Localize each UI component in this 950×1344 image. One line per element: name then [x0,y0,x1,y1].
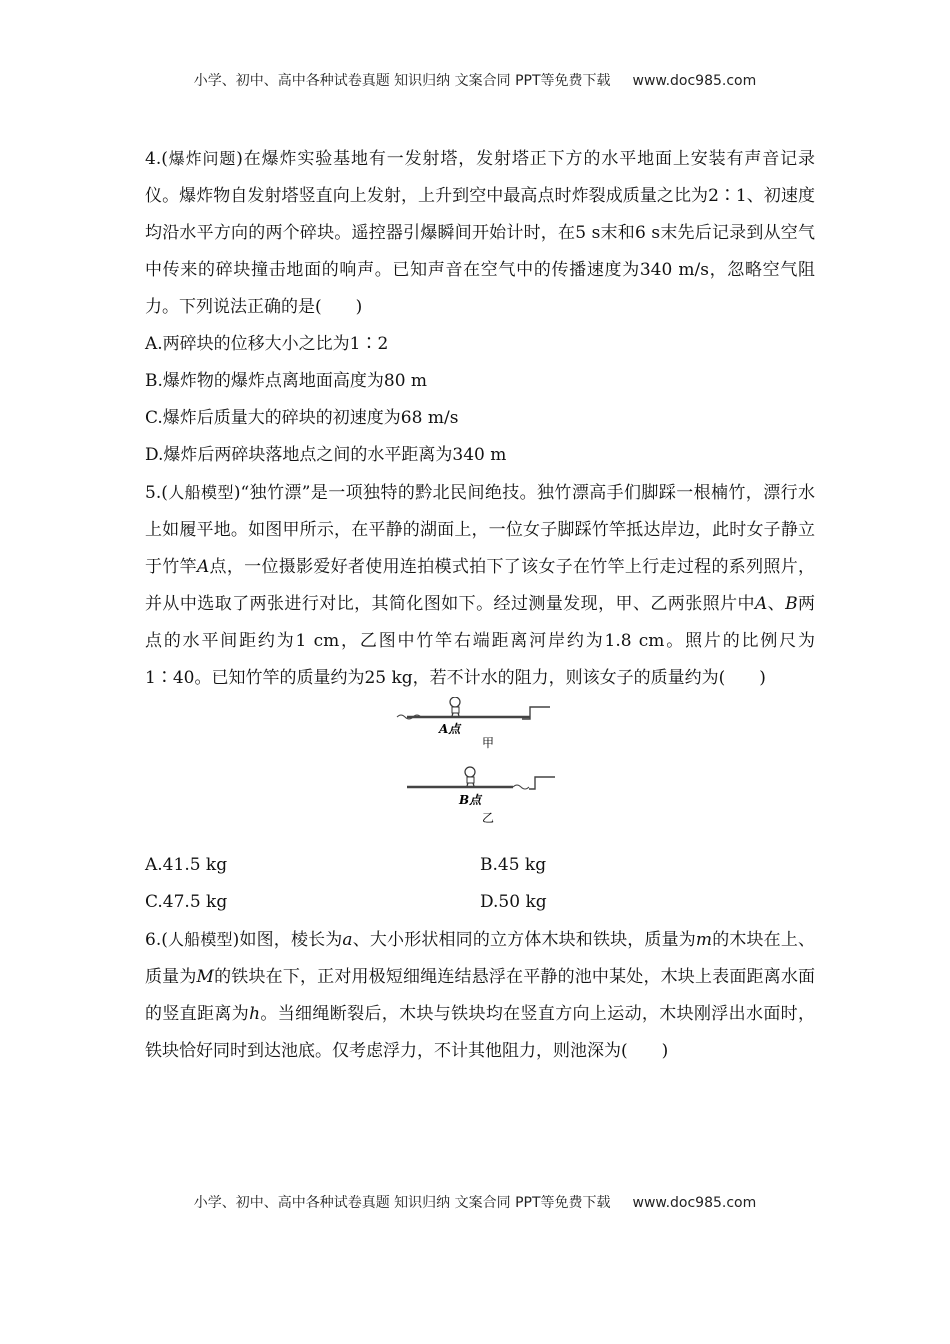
q5-options-row [145,847,815,884]
question-5-stem [145,474,815,697]
bamboo-raft-diagram [395,697,565,847]
header-text: 小学、初中、高中各种试卷真题 知识归纳 文案合同 PPT等免费下载 [193,73,611,89]
question-tag: 人船模型 [167,930,233,949]
var-h: h [249,1004,261,1024]
woman-figure [465,767,475,786]
question-text: )“独竹漂”是一项独特的黔北民间绝技。独竹漂高手们脚踩一根楠竹，漂行水上如履平地。如图甲所示，在平静的湖面上，一位女子脚踩竹竿抵达岸边，此时女子静立于竹竿 [145,483,815,577]
question-text: 、大小形状相同的立方体木块和铁块，质量为 [352,930,696,950]
q5-option-a: A.41.5 kg [145,855,228,875]
page-footer [0,1192,950,1212]
separator: 、 [767,594,786,614]
q5-options-row [145,884,815,921]
question-number: 6.( [145,930,168,950]
question-text: 两点的水平间距约为1 cm，乙图中竹竿右端距离河岸约为1.8 cm。照片的比例尺为1∶40。已知竹竿的质量约为25 kg，若不计水的阻力，则该女子的质量约为( ) [145,594,816,688]
page-header [0,70,950,90]
var-a: a [342,930,353,950]
var-big-m: M [196,967,214,987]
water-wave [513,785,529,789]
woman-figure [450,697,460,716]
q4-option-a: A.两碎块的位移大小之比为1∶2 [145,334,389,354]
var-b: B [785,594,798,614]
var-a: A [196,557,210,577]
question-text: )如图，棱长为 [232,930,343,950]
footer-text: 小学、初中、高中各种试卷真题 知识归纳 文案合同 PPT等免费下载 [193,1195,611,1211]
q4-option-b: B.爆炸物的爆炸点离地面高度为80 m [145,371,428,391]
q5-figure [145,697,815,847]
var-a: A [754,594,768,614]
q5-option-c: C.47.5 kg [145,892,228,912]
var-m: m [695,930,713,950]
caption-jia: 甲 [482,736,495,750]
question-tag: 爆炸问题 [167,149,237,168]
header-url[interactable]: www.doc985.com [632,73,757,89]
footer-url[interactable]: www.doc985.com [632,1195,757,1211]
question-number: 5.( [145,483,168,503]
q4-option-c: C.爆炸后质量大的碎块的初速度为68 m/s [145,408,459,428]
question-tag: 人船模型 [167,483,234,502]
label-b-point: B点 [459,793,482,807]
caption-yi: 乙 [482,811,495,825]
page-content [145,140,815,1070]
question-6-stem [145,921,815,1070]
question-text: 。当细绳断裂后，木块与铁块均在竖直方向上运动，木块刚浮出水面时，铁块恰好同时到达池底。仅考虑浮力，不计其他阻力，则池深为( ) [145,1004,816,1061]
label-a-point: A点 [439,722,461,736]
question-number: 4.( [145,149,168,169]
question-text: 点，一位摄影爱好者使用连拍模式拍下了该女子在竹竿上行走过程的系列照片，并从中选取了两张进行对比，其简化图如下。经过测量发现，甲、乙两张照片中 [145,557,816,614]
question-4-stem [145,140,815,326]
question-text: )在爆炸实验基地有一发射塔，发射塔正下方的水平地面上安装有声音记录仪。爆炸物自发射塔竖直向上发射，上升到空中最高点时炸裂成质量之比为2∶1、初速度均沿水平方向的两个碎块。遥控器引爆瞬间开始计时，在5 s末和6 s末先后记录到从空气中传来的碎块撞击地面的响声。已知声音在空气中的传播速度为340 m/s，忽略空气阻力。下列说法正确的是( ) [145,149,815,317]
riverbank [529,777,555,789]
q5-option-d: D.50 kg [480,892,547,912]
question-text: 的木块在上、质量为 [145,930,816,987]
question-text: 的铁块在下，正对用极短细绳连结悬浮在平静的池中某处，木块上表面距离水面的竖直距离为 [145,967,816,1024]
q4-option-d: D.爆炸后两碎块落地点之间的水平距离为340 m [145,445,507,465]
q5-option-b: B.45 kg [480,855,547,875]
